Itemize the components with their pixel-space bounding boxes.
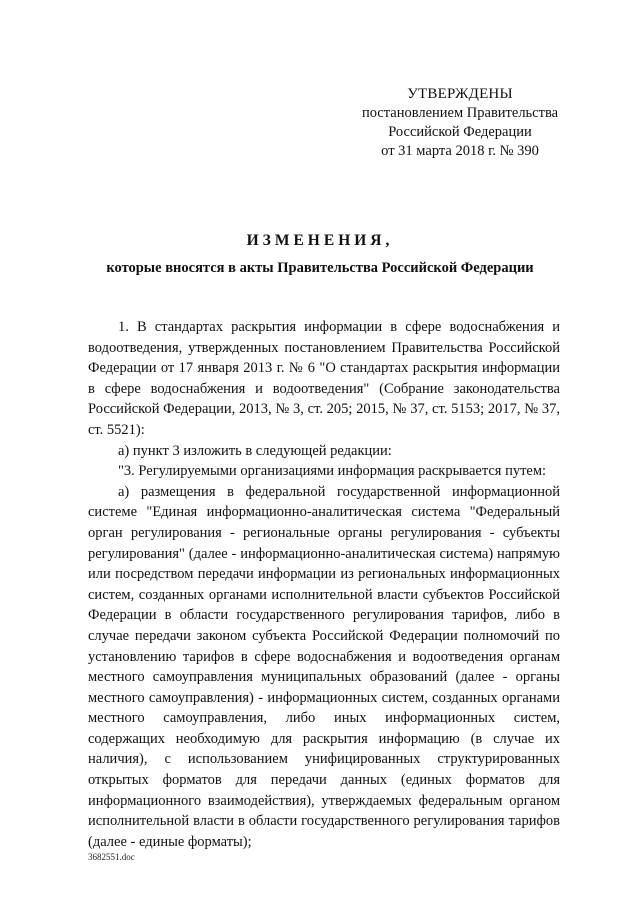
- file-name-footer: 3682551.doc: [88, 852, 135, 862]
- document-body: [88, 317, 560, 852]
- approval-line-date: от 31 марта 2018 г. № 390: [381, 143, 539, 159]
- paragraph-1: 1. В стандартах раскрытия информации в сфере водоснабжения и водоотведения, утвержденных постановлением Правительства Российской Федерации от 17 января 2013 г. № 6 "О стандартах раскрытия информации в сфере водоснабжения и водоотведения" (Собрание законодательства Российской Федерации, 2013, № 3, ст. 205; 2015, № 37, ст. 5153; 2017, № 37, ст. 5521):: [88, 319, 560, 438]
- approval-line-federation: Российской Федерации: [388, 124, 532, 140]
- paragraph-2: а) пункт 3 изложить в следующей редакции:: [118, 442, 392, 459]
- document-subtitle: которые вносятся в акты Правительства Российской Федерации: [106, 260, 534, 276]
- paragraph-4: а) размещения в федеральной государственной информационной системе "Единая информационно-аналитическая система "Федеральный орган регулирования - региональные органы регулирования - субъекты регулирования" (далее - информационно-аналитическая система) напрямую или посредством передачи информации из региональных информационных систем, созданных органами исполнительной власти субъектов Российской Федерации в области государственного регулирования тарифов, либо в случае передачи законом субъекта Российской Федерации полномочий по установлению тарифов в сфере водоснабжения и водоотведения органам местного самоуправления муниципальных образований (далее - органы местного самоуправления) - информационных систем, созданных органами местного самоуправления, либо иных информационных систем, содержащих необходимую для раскрытия информацию (в случае их наличия), с использованием унифицированных структурированных открытых форматов для передачи данных (единых форматов для информационного взаимодействия), утверждаемых федеральным органом исполнительной власти в области государственного регулирования тарифов (далее - единые форматы);: [88, 483, 560, 850]
- approval-block: [330, 85, 590, 161]
- approval-line-decree: постановлением Правительства: [361, 105, 559, 121]
- document-title: ИЗМЕНЕНИЯ,: [246, 232, 394, 249]
- paragraph-3: "3. Регулируемыми организациями информация раскрывается путем:: [118, 463, 547, 480]
- approval-heading: УТВЕРЖДЕНЫ: [407, 86, 513, 102]
